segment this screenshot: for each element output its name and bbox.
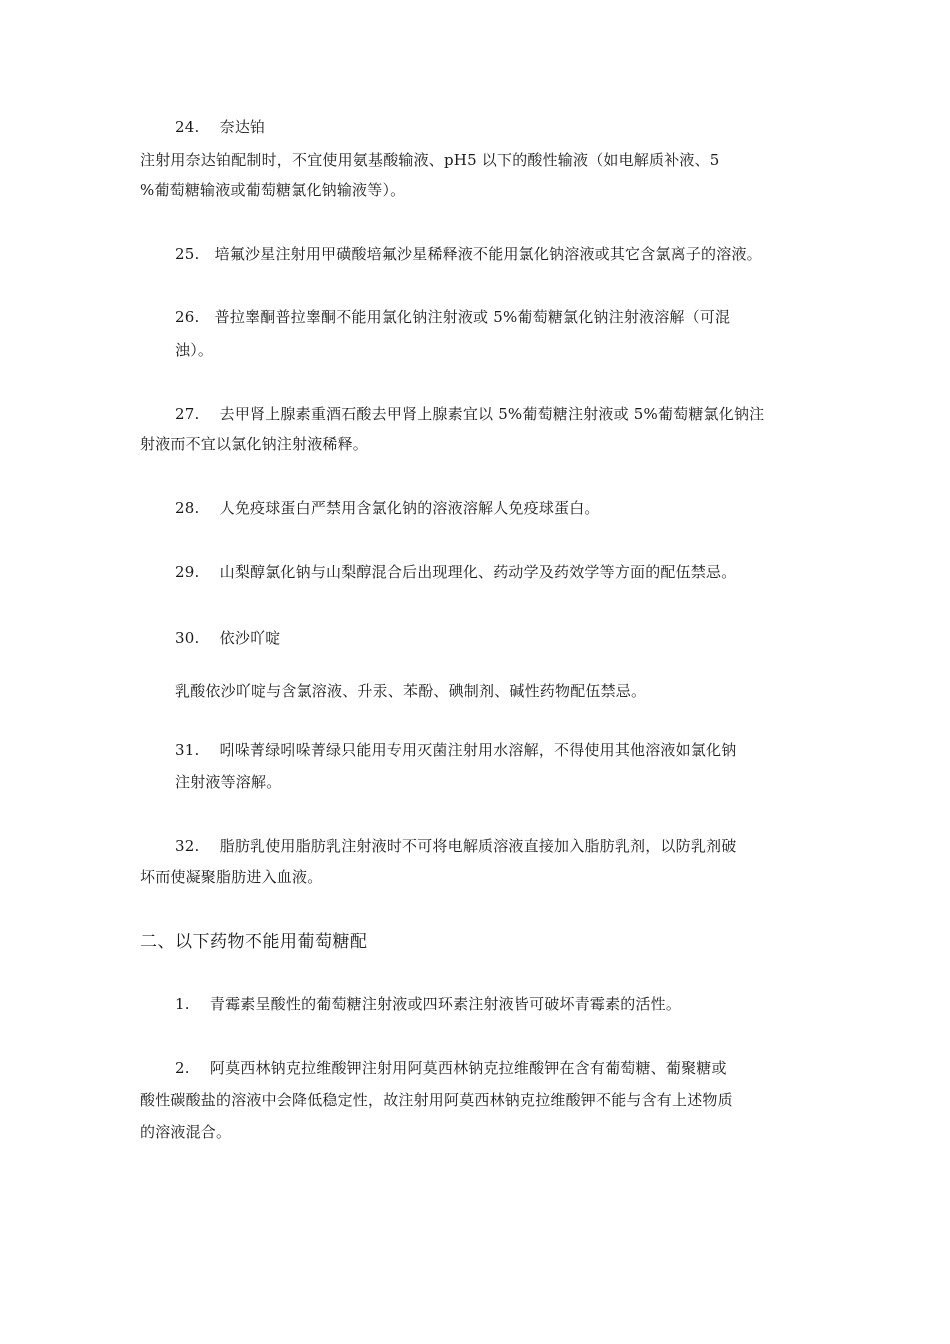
item-24-title: 24. 奈达铂: [175, 118, 266, 136]
section-2-item-1-line1: 1. 青霉素呈酸性的葡萄糖注射液或四环素注射液皆可破坏青霉素的活性。: [175, 995, 682, 1013]
item-25-line1: 25. 培氟沙星注射用甲磺酸培氟沙星稀释液不能用氯化钠溶液或其它含氯离子的溶液。: [175, 245, 762, 263]
item-26-line1: 26. 普拉睾酮普拉睾酮不能用氯化钠注射液或 5%葡萄糖氯化钠注射液溶解（可混: [175, 308, 731, 326]
item-27-line2: 射液而不宜以氯化钠注射液稀释。: [140, 435, 369, 453]
item-30-body-line1: 乳酸依沙吖啶与含氯溶液、升汞、苯酚、碘制剂、碱性药物配伍禁忌。: [175, 682, 647, 700]
item-30-title: 30. 依沙吖啶: [175, 629, 281, 647]
item-31-line2: 注射液等溶解。: [175, 773, 282, 791]
item-29-line1: 29. 山梨醇氯化钠与山梨醇混合后出现理化、药动学及药效学等方面的配伍禁忌。: [175, 563, 737, 581]
section-2-item-2-line1: 2. 阿莫西林钠克拉维酸钾注射用阿莫西林钠克拉维酸钾在含有葡萄糖、葡聚糖或: [175, 1059, 727, 1077]
item-32-line1: 32. 脂肪乳使用脂肪乳注射液时不可将电解质溶液直接加入脂肪乳剂，以防乳剂破: [175, 837, 737, 855]
item-27-line1: 27. 去甲肾上腺素重酒石酸去甲肾上腺素宜以 5%葡萄糖注射液或 5%葡萄糖氯化钠注: [175, 405, 765, 423]
item-31-line1: 31. 吲哚菁绿吲哚菁绿只能用专用灭菌注射用水溶解，不得使用其他溶液如氯化钠: [175, 741, 737, 759]
section-2-heading: 二、以下药物不能用葡萄糖配: [140, 932, 368, 952]
item-24-body-line1: 注射用奈达铂配制时，不宜使用氨基酸输液、pH5 以下的酸性输液（如电解质补液、5: [140, 151, 720, 169]
section-2-item-2-line2: 酸性碳酸盐的溶液中会降低稳定性，故注射用阿莫西林钠克拉维酸钾不能与含有上述物质: [140, 1091, 733, 1109]
item-28-line1: 28. 人免疫球蛋白严禁用含氯化钠的溶液溶解人免疫球蛋白。: [175, 499, 600, 517]
item-26-line2: 浊）。: [175, 341, 214, 359]
section-2-item-2-line3: 的溶液混合。: [140, 1123, 232, 1141]
item-32-line2: 坏而使凝聚脂肪进入血液。: [140, 868, 323, 886]
item-24-body-line2: %葡萄糖输液或葡萄糖氯化钠输液等）。: [140, 181, 406, 199]
